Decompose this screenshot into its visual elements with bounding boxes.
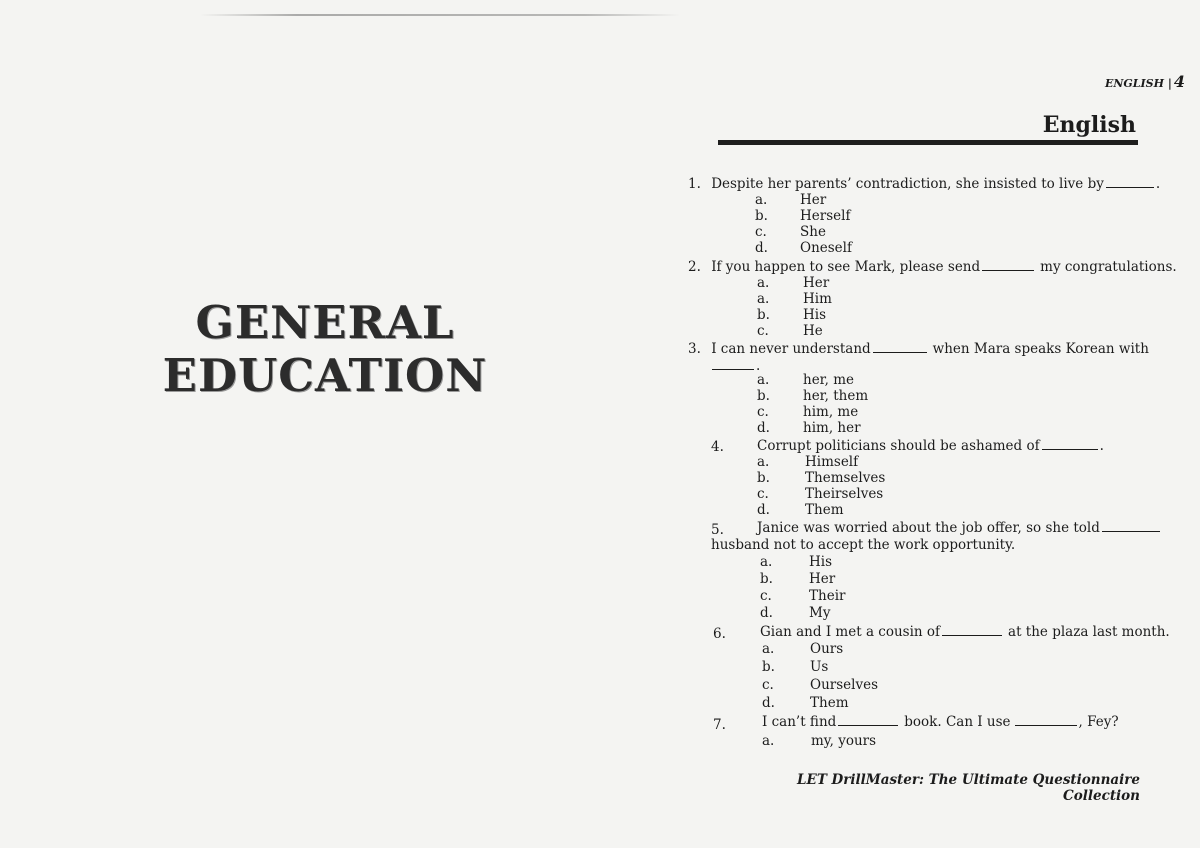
choice: a. (762, 641, 775, 657)
section-title-line1: GENERAL (195, 296, 455, 349)
question-6 (760, 623, 1170, 640)
choice-text: His (803, 307, 827, 323)
choice: b. (757, 388, 770, 404)
question-text: Despite her parents’ contradiction, she insisted to live by (711, 176, 1104, 192)
choice-text: My (809, 605, 831, 621)
question-number: 5. (711, 522, 724, 538)
answer-blank (1102, 519, 1160, 532)
question-3 (688, 340, 1149, 357)
choice-text: Herself (800, 208, 851, 224)
question-text: If you happen to see Mark, please send (711, 259, 981, 275)
question-5-continued: husband not to accept the work opportunity. (711, 537, 1016, 553)
choice: c. (762, 677, 774, 693)
question-text: Gian and I met a cousin of (760, 624, 941, 640)
answer-blank (1042, 437, 1098, 450)
choice: d. (757, 502, 770, 518)
choice-text: Theirselves (805, 486, 884, 502)
question-4 (757, 437, 1104, 454)
choice: c. (757, 486, 769, 502)
question-number: 3. (688, 341, 701, 357)
choice: b. (757, 307, 770, 323)
question-text-end: my congratulations. (1040, 259, 1177, 275)
page-footer: LET DrillMaster: The Ultimate Questionnaire Collection (797, 772, 1140, 804)
choice-text: His (809, 554, 833, 570)
choice: c. (755, 224, 767, 240)
choice-text: Themselves (805, 470, 886, 486)
choice-text: Her (809, 571, 836, 587)
answer-blank (712, 357, 754, 370)
question-number: 7. (713, 717, 726, 733)
subject-title: English (1042, 112, 1136, 138)
choice: b. (757, 470, 770, 486)
question-3-continued: . (710, 357, 760, 374)
question-5 (757, 519, 1162, 536)
choice-text: Us (810, 659, 829, 675)
choice-text: her, them (803, 388, 869, 404)
choice: c. (757, 323, 769, 339)
running-head-label: ENGLISH | (1104, 77, 1172, 90)
question-text-middle: book. Can I use (904, 714, 1011, 730)
question-text-end: at the plaza last month. (1008, 624, 1170, 640)
question-2 (688, 258, 1177, 275)
choice: a. (757, 291, 770, 307)
question-text-end: . (1099, 438, 1104, 454)
question-text: Janice was worried about the job offer, so she told (757, 520, 1100, 536)
choice: b. (762, 659, 775, 675)
choice-text: He (803, 323, 823, 339)
question-text: I can never understand (711, 341, 871, 357)
choice: a. (760, 554, 773, 570)
choice: d. (755, 240, 768, 256)
section-title-line2: EDUCATION (162, 349, 488, 402)
question-text-end: , Fey? (1078, 714, 1119, 730)
question-text-end: when Mara speaks Korean with (932, 341, 1149, 357)
choice: a. (762, 733, 775, 749)
choice: c. (757, 404, 769, 420)
choice: d. (757, 420, 770, 436)
choice-text: Ours (810, 641, 844, 657)
choice: a. (757, 454, 770, 470)
choice-text: her, me (803, 372, 855, 388)
question-number: 2. (688, 259, 701, 275)
answer-blank (982, 258, 1034, 271)
choice-text: Them (805, 502, 844, 518)
choice: c. (760, 588, 772, 604)
question-text: Corrupt politicians should be ashamed of (757, 438, 1040, 454)
question-number: 4. (711, 439, 724, 455)
choice: d. (760, 605, 773, 621)
choice-text: Oneself (800, 240, 852, 256)
choice: a. (755, 192, 768, 208)
choice: a. (757, 372, 770, 388)
answer-blank (873, 340, 927, 353)
choice: d. (762, 695, 775, 711)
question-text-end: . (1155, 176, 1161, 192)
answer-blank (942, 623, 1002, 636)
page-number: 4 (1173, 72, 1185, 91)
choice-text: Her (803, 275, 830, 291)
choice: b. (755, 208, 768, 224)
choice: b. (760, 571, 773, 587)
choice-text: Himself (805, 454, 859, 470)
answer-blank (1106, 175, 1154, 188)
choice-text: Ourselves (810, 677, 878, 693)
choice-text: Her (800, 192, 827, 208)
choice-text: him, me (803, 404, 859, 420)
choice-text: Their (809, 588, 846, 604)
choice-text: Him (803, 291, 832, 307)
choice-text: him, her (803, 420, 861, 436)
choice-text: Them (810, 695, 849, 711)
question-1 (688, 175, 1160, 192)
choice-text: my, yours (811, 733, 877, 749)
question-number: 6. (713, 626, 726, 642)
answer-blank (1015, 713, 1077, 726)
answer-blank (838, 713, 898, 726)
question-7 (762, 713, 1119, 730)
question-number: 1. (688, 176, 701, 192)
question-text: I can’t find (762, 714, 837, 730)
choice-text: She (800, 224, 826, 240)
choice: a. (757, 275, 770, 291)
